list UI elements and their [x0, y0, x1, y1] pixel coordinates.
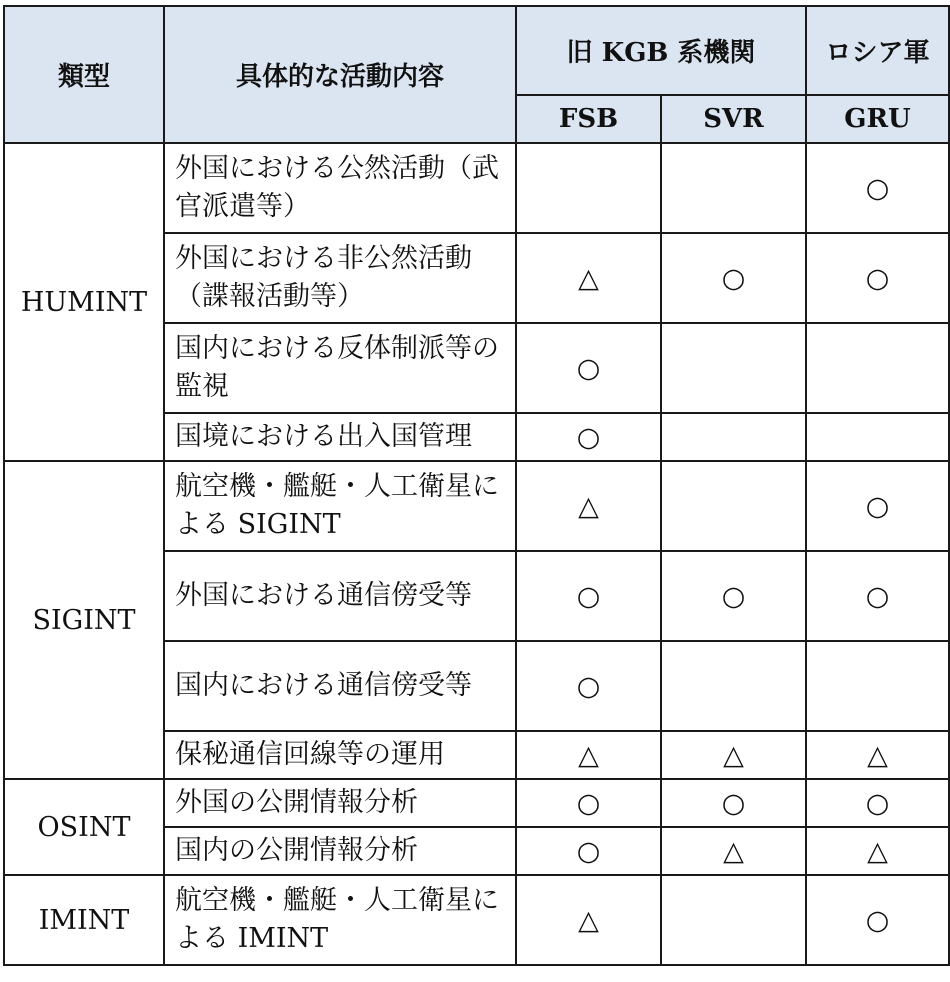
fsb-mark: ○	[516, 413, 661, 461]
gru-mark: ○	[806, 143, 949, 233]
activity-cell: 外国における公然活動（武官派遣等）	[164, 143, 516, 233]
header-kgb-group: 旧 KGB 系機関	[516, 6, 806, 95]
gru-mark	[806, 641, 949, 731]
type-osint: OSINT	[4, 779, 164, 875]
fsb-mark: ○	[516, 779, 661, 827]
fsb-mark: ○	[516, 323, 661, 413]
gru-mark	[806, 323, 949, 413]
table-row	[4, 779, 949, 827]
activity-cell: 国境における出入国管理	[164, 413, 516, 461]
header-fsb: FSB	[516, 95, 661, 143]
svr-mark: ○	[661, 233, 806, 323]
type-imint: IMINT	[4, 875, 164, 965]
activity-cell: 保秘通信回線等の運用	[164, 731, 516, 779]
header-activity: 具体的な活動内容	[164, 6, 516, 143]
fsb-mark: △	[516, 875, 661, 965]
intelligence-agency-table	[3, 5, 950, 966]
svr-mark: ○	[661, 779, 806, 827]
gru-mark	[806, 413, 949, 461]
svr-mark: △	[661, 827, 806, 875]
gru-mark: ○	[806, 779, 949, 827]
fsb-mark: △	[516, 233, 661, 323]
table-row	[4, 875, 949, 965]
svr-mark	[661, 641, 806, 731]
fsb-mark: △	[516, 731, 661, 779]
activity-cell: 外国における非公然活動（諜報活動等）	[164, 233, 516, 323]
gru-mark: △	[806, 827, 949, 875]
fsb-mark: △	[516, 461, 661, 551]
activity-cell: 国内の公開情報分析	[164, 827, 516, 875]
activity-cell: 航空機・艦艇・人工衛星による SIGINT	[164, 461, 516, 551]
activity-cell: 国内における反体制派等の監視	[164, 323, 516, 413]
fsb-mark: ○	[516, 827, 661, 875]
svr-mark	[661, 461, 806, 551]
table-row	[4, 143, 949, 233]
activity-cell: 外国における通信傍受等	[164, 551, 516, 641]
svr-mark	[661, 413, 806, 461]
type-sigint: SIGINT	[4, 461, 164, 779]
svr-mark	[661, 323, 806, 413]
gru-mark: △	[806, 731, 949, 779]
gru-mark: ○	[806, 461, 949, 551]
svr-mark	[661, 875, 806, 965]
svr-mark: △	[661, 731, 806, 779]
header-gru: GRU	[806, 95, 949, 143]
activity-cell: 外国の公開情報分析	[164, 779, 516, 827]
gru-mark: ○	[806, 233, 949, 323]
header-svr: SVR	[661, 95, 806, 143]
activity-cell: 航空機・艦艇・人工衛星による IMINT	[164, 875, 516, 965]
fsb-mark: ○	[516, 551, 661, 641]
svr-mark: ○	[661, 551, 806, 641]
gru-mark: ○	[806, 551, 949, 641]
fsb-mark	[516, 143, 661, 233]
gru-mark: ○	[806, 875, 949, 965]
table-row	[4, 461, 949, 551]
header-army-group: ロシア軍	[806, 6, 949, 95]
activity-cell: 国内における通信傍受等	[164, 641, 516, 731]
header-type: 類型	[4, 6, 164, 143]
fsb-mark: ○	[516, 641, 661, 731]
type-humint: HUMINT	[4, 143, 164, 461]
svr-mark	[661, 143, 806, 233]
